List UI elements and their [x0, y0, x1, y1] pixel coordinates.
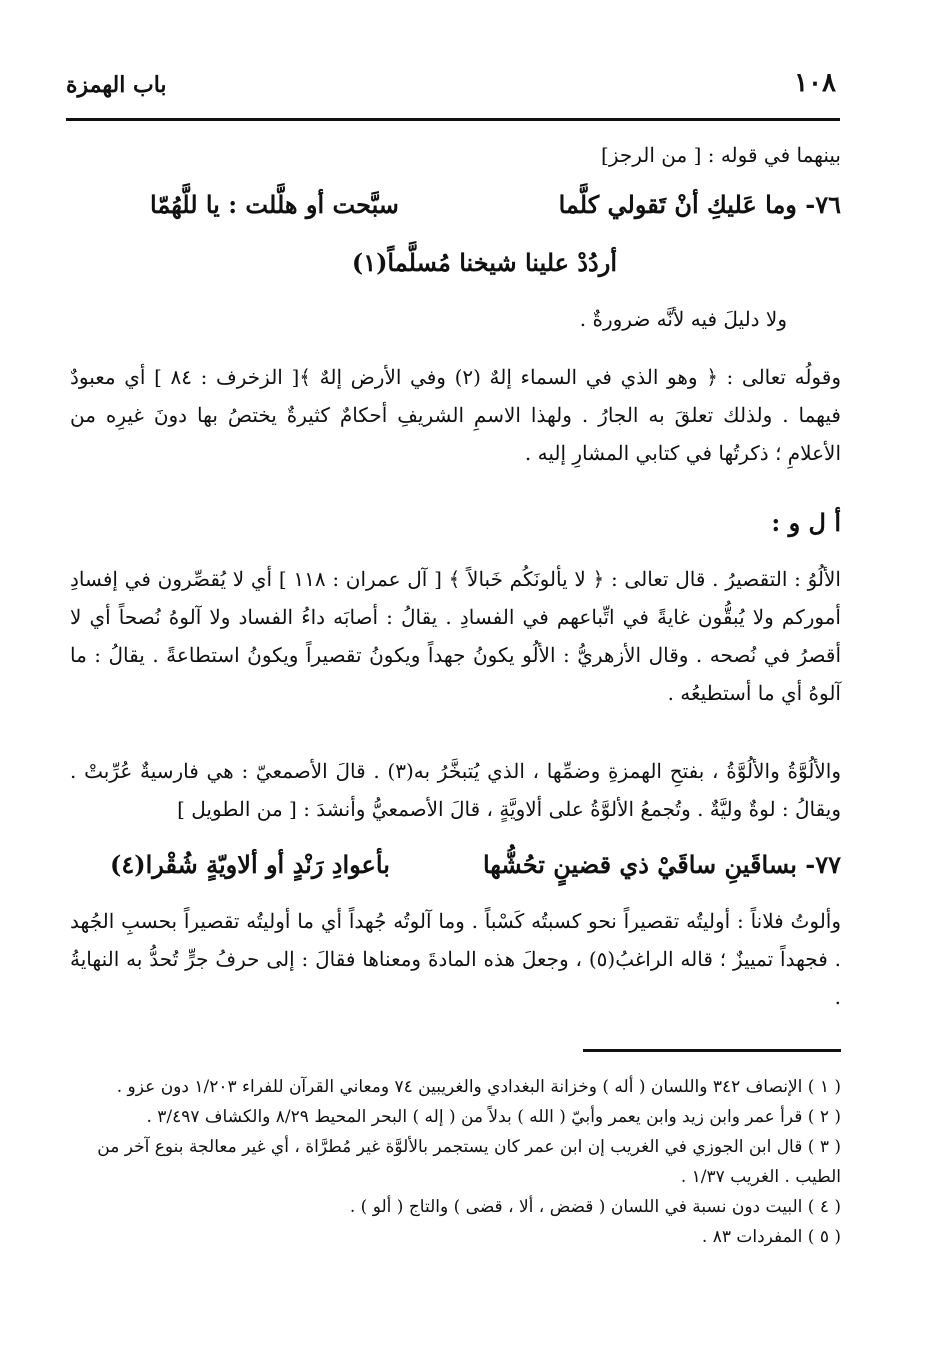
header-rule: [66, 118, 840, 121]
section-heading: أ ل و :: [771, 508, 841, 537]
footnotes: [70, 1072, 841, 1252]
intro-line: بينهما في قوله : [ من الرجز]: [601, 143, 841, 167]
poem-77-hemistich-2: بأعوادِ رَنْدٍ أو ألاويّةٍ شُقْرا(٤): [110, 850, 390, 879]
paragraph-3: الألُوُ : التقصيرُ . قال تعالى : ﴿ لا يألونَكُم خَبالاً ﴾ [ آل عمران : ١١٨ ] أي لا يُقصِّرون في إفسادِ أموركم ولا يُبقُّون غايةً في اتِّباعهم في الفسادِ . يقالُ : أصابَه داءُ الفساد ولا آلوهُ نُصحاً أي لا أقصرُ في نُصحه . وقال الأزهريُّ : الألُو يكونُ جهداً ويكونُ تقصيراً ويكونُ استطاعةً . يقالُ : ما آلوهُ أي ما أستطيعُه .: [70, 567, 841, 705]
footnote-5: ( ٥ ) المفردات ٨٣ .: [701, 1227, 841, 1247]
chapter-title: باب الهمزة: [66, 72, 167, 98]
paragraph-5: وألوتُ فلاناً : أوليتُه تقصيراً نحو كسبتُه كَسْباً . وما آلوتُه جُهداً أي ما أوليتُه تقصيراً بحسبِ الجُهد . فجهداً تمييزٌ ؛ قاله الراغبُ(٥) ، وجعلَ هذه المادةَ ومعناها فقالَ : إلى حرفُ جرٍّ تُحدُّ به النهايةُ .: [70, 909, 841, 1009]
poem-76-hemistich-1: ٧٦- وما عَليكِ أنْ تَقولي كلَّما: [558, 190, 841, 219]
page-number: ١٠٨: [794, 68, 836, 98]
footnote-2: ( ٢ ) قرأ عمر وابن زيد وابن يعمر وأبيّ ( الله ) بدلاً من ( إله ) البحر المحيط ٨/٢٩ والكشاف ٣/٤٩٧ .: [146, 1107, 841, 1127]
poem-76-line-2: أردُدْ علينا شيخنا مُسلَّماً(١): [351, 248, 617, 277]
page-header: [66, 66, 838, 106]
paragraph-2: وقولُه تعالى : ﴿ وهو الذي في السماء إلهٌ (٢) وفي الأرض إلهٌ ﴾[ الزخرف : ٨٤ ] أي معبودٌ فيهما . ولذلك تعلقَ به الجارُ . ولهذا الاسمِ الشريفِ أحكامٌ كثيرةٌ يختصُ بها دونَ غيرِه من الأعلامِ ؛ ذكرتُها في كتابي المشارِ إليه .: [70, 365, 841, 465]
poem-76-hemistich-2: سبَّحت أو هلَّلت : يا للَّهُمّا: [150, 190, 399, 219]
paragraph-4: والألُوَّةُ والألُوَّةُ ، بفتحِ الهمزةِ وضمِّها ، الذي يُتبخَّرُ به(٣) . قالَ الأصمعيّ : هي فارسيةٌ عُرِّبتْ . ويقالُ : لوةٌ وليَّةٌ . وتُجمعُ الألوَّةُ على ألاويَّةٍ ، قالَ الأصمعيُّ وأنشدَ : [ من الطويل ]: [70, 759, 841, 821]
footnote-rule: [583, 1049, 841, 1052]
paragraph-1: ولا دليلَ فيه لأنَّه ضرورةٌ .: [579, 307, 787, 331]
footnote-3: ( ٣ ) قال ابن الجوزي في الغريب إن ابن عمر كان يستجمر بالألوَّة غير مُطرَّاة ، أي غير معالجة بنوع آخر من الطيب . الغريب ١/٣٧ .: [97, 1137, 841, 1187]
footnote-4: ( ٤ ) البيت دون نسبة في اللسان ( قضض ، ألا ، قضى ) والتاج ( ألو ) .: [349, 1197, 841, 1217]
footnote-1: ( ١ ) الإنصاف ٣٤٢ واللسان ( أله ) وخزانة البغدادي والغريبين ٧٤ ومعاني القرآن للفراء ١/٢٠٣ دون عزو .: [116, 1077, 841, 1097]
poem-77-hemistich-1: ٧٧- بساقَينِ ساقَيْ ذي قضينٍ تحُشُّها: [482, 850, 841, 879]
